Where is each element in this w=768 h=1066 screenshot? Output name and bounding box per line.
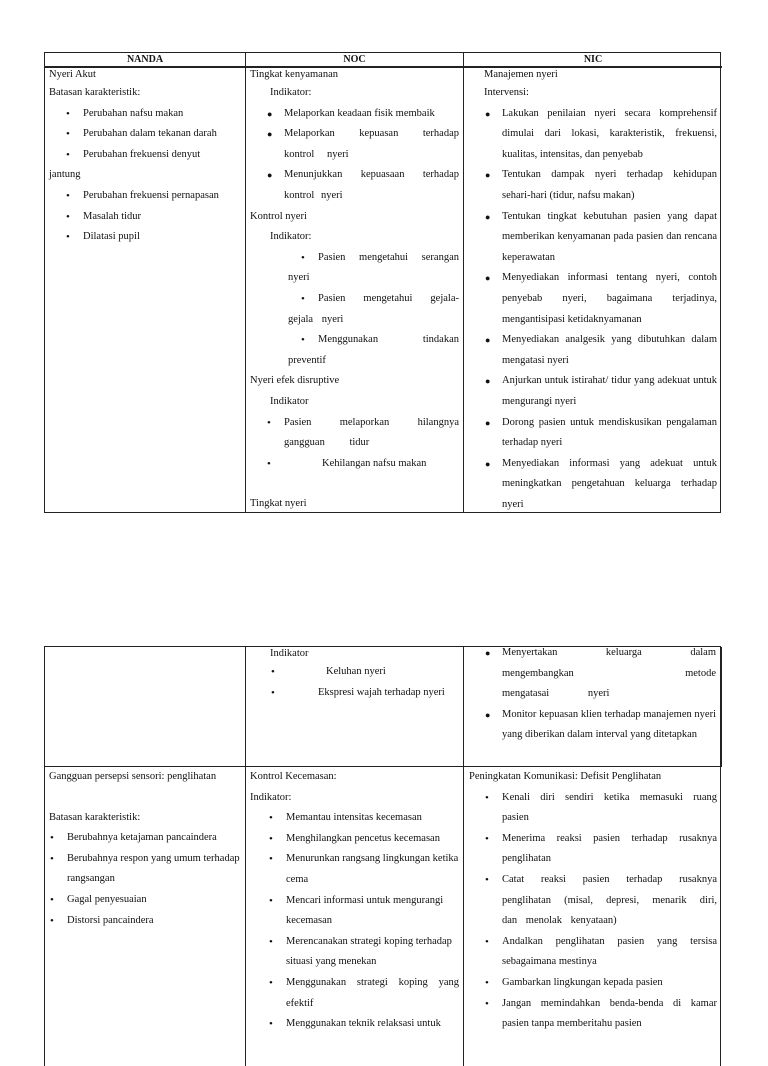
noc-indicator-label: Indikator: <box>270 231 312 243</box>
list-item: ● Lakukan penilaian nyeri secara komprehensif dimulai dari lokasi, karakteristik, frekuensi, kualitas, intensitas, dan penyebab <box>502 104 717 166</box>
table-gangguan-persepsi <box>44 646 721 1066</box>
list-item: • Ekspresi wajah terhadap nyeri <box>288 683 459 704</box>
list-item: • Kenali diri sendiri ketika memasuki ruang pasien <box>502 788 717 829</box>
noc-list-tingkat-nyeri <box>250 662 459 703</box>
nanda-empty-cell <box>45 647 246 766</box>
nic-title: Peningkatan Komunikasi: Defisit Penglihatan <box>469 771 662 782</box>
list-item: ● Anjurkan untuk istirahat/ tidur yang adekuat untuk mengurangi nyeri <box>502 371 717 412</box>
list-item: ● Menyediakan informasi yang adekuat untuk meningkatkan pengetahuan keluarga terhadap nyeri <box>502 454 717 512</box>
noc-section-title: Kontrol nyeri <box>250 210 307 222</box>
nic-continuation-cell <box>464 647 722 766</box>
list-item: • Perubahan nafsu makan <box>83 104 241 125</box>
noc-list-disruptive <box>250 413 459 475</box>
nic-column <box>464 766 722 1066</box>
nic-label: Intervensi: <box>484 87 529 98</box>
nanda-column <box>45 766 246 1066</box>
noc-indicator-label: Indikator: <box>250 791 292 803</box>
noc-section-title: Tingkat nyeri <box>250 498 307 510</box>
list-item: • Perubahan frekuensi denyut <box>83 145 241 166</box>
nanda-subtitle: Batasan karakteristik: <box>49 811 141 823</box>
noc-indicator-label: Indikator: <box>270 87 312 98</box>
nic-title: Manajemen nyeri <box>484 69 558 80</box>
nanda-title: Gangguan persepsi sensori: penglihatan <box>49 771 217 782</box>
list-item: • Gambarkan lingkungan kepada pasien <box>502 973 717 994</box>
list-item: • Jangan memindahkan benda-benda di kamar pasien tanpa memberitahu pasien <box>502 994 717 1035</box>
nic-list <box>484 104 717 512</box>
list-item: • Memantau intensitas kecemasan <box>286 808 459 829</box>
list-item: • Mencari informasi untuk mengurangi kecemasan <box>286 891 459 932</box>
header-noc: NOC <box>246 53 464 66</box>
list-item: • Merencanakan strategi koping terhadap situasi yang menekan <box>286 932 459 973</box>
nanda-list <box>49 104 241 166</box>
noc-indicator-label: Indikator <box>270 395 309 407</box>
nanda-list-2 <box>49 186 241 248</box>
nanda-subtitle: Batasan karakteristik: <box>49 87 141 98</box>
list-item: • Menerima reaksi pasien terhadap rusaknya penglihatan <box>502 829 717 870</box>
noc-indicator-label: Indikator <box>270 648 309 659</box>
list-item: • Menggunakan strategi koping yang efektif <box>286 973 459 1014</box>
list-item: • Menggunakan tindakan preventif <box>288 330 459 371</box>
table-nyeri-akut <box>44 52 721 513</box>
noc-section-title: Tingkat kenyamanan <box>250 69 338 80</box>
list-item: ● Tentukan dampak nyeri terhadap kehidupan sehari-hari (tidur, nafsu makan) <box>502 165 717 206</box>
nic-list-continued <box>502 647 716 746</box>
noc-list-kontrol <box>250 248 459 372</box>
list-item: ● Monitor kepuasan klien terhadap manajemen nyeri yang diberikan dalam interval yang ditetapkan <box>502 705 716 746</box>
list-item: ● Menunjukkan kepuasaan terhadap kontrol nyeri <box>284 165 459 206</box>
list-item: ● Menyediakan informasi tentang nyeri, contoh penyebab nyeri, bagaimana terjadinya, mengantisipasi ketidaknyamanan <box>502 268 717 330</box>
noc-list-kenyamanan <box>250 104 459 207</box>
list-item: ● Melaporkan keadaan fisik membaik <box>284 104 459 125</box>
list-item: • Berubahnya ketajaman pancaindera <box>67 828 241 849</box>
list-item: • Kehilangan nafsu makan <box>284 454 459 475</box>
list-item: ● Dorong pasien untuk mendiskusikan pengalaman terhadap nyeri <box>502 413 717 454</box>
nanda-column <box>45 68 246 512</box>
list-item: • Andalkan penglihatan pasien yang tersisa sebagaimana mestinya <box>502 932 717 973</box>
noc-column <box>246 68 464 512</box>
list-item: ● Melaporkan kepuasan terhadap kontrol nyeri <box>284 124 459 165</box>
noc-continuation-cell <box>246 647 464 766</box>
header-nic: NIC <box>583 54 603 65</box>
list-item: • Berubahnya respon yang umum terhadap rangsangan <box>67 849 241 890</box>
header-nanda: NANDA <box>45 53 246 66</box>
nic-list <box>469 788 717 1035</box>
list-item: • Pasien melaporkan hilangnya gangguan tidur <box>284 413 459 454</box>
list-item: • Keluhan nyeri <box>288 662 459 683</box>
list-item: • Perubahan dalam tekanan darah <box>83 124 241 145</box>
list-item: • Dilatasi pupil <box>83 227 241 248</box>
list-item: • Pasien mengetahui serangan nyeri <box>288 248 459 289</box>
list-item: • Menghilangkan pencetus kecemasan <box>286 829 459 850</box>
nanda-wrap-continuation: jantung <box>49 169 81 181</box>
noc-section-title: Kontrol Kecemasan: <box>250 771 337 782</box>
list-item: • Masalah tidur <box>83 207 241 228</box>
list-item: • Catat reaksi pasien terhadap rusaknya penglihatan (misal, depresi, menarik diri, dan menolak kenyataan) <box>502 870 717 932</box>
noc-section-title: Nyeri efek disruptive <box>250 375 340 387</box>
nanda-list <box>49 828 241 931</box>
list-item: • Gagal penyesuaian <box>67 890 241 911</box>
list-item: ● Menyediakan analgesik yang dibutuhkan dalam mengatasi nyeri <box>502 330 717 371</box>
table-header <box>45 53 722 68</box>
list-item: • Distorsi pancaindera <box>67 911 241 932</box>
list-item: • Pasien mengetahui gejala-gejala nyeri <box>288 289 459 330</box>
list-item: • Menggunakan teknik relaksasi untuk <box>286 1014 459 1035</box>
list-item: ● Tentukan tingkat kebutuhan pasien yang dapat memberikan kenyamanan pada pasien dan rencana keperawatan <box>502 207 717 269</box>
list-item: • Perubahan frekuensi pernapasan <box>83 186 241 207</box>
list-item: • Menurunkan rangsang lingkungan ketika cema <box>286 849 459 890</box>
nic-column <box>464 68 722 512</box>
nanda-title: Nyeri Akut <box>49 69 96 80</box>
list-item: ● Menyertakan keluarga dalam mengembangkan metode mengatasai nyeri <box>502 647 716 705</box>
noc-column <box>246 766 464 1066</box>
noc-list-kecemasan <box>250 808 459 1035</box>
